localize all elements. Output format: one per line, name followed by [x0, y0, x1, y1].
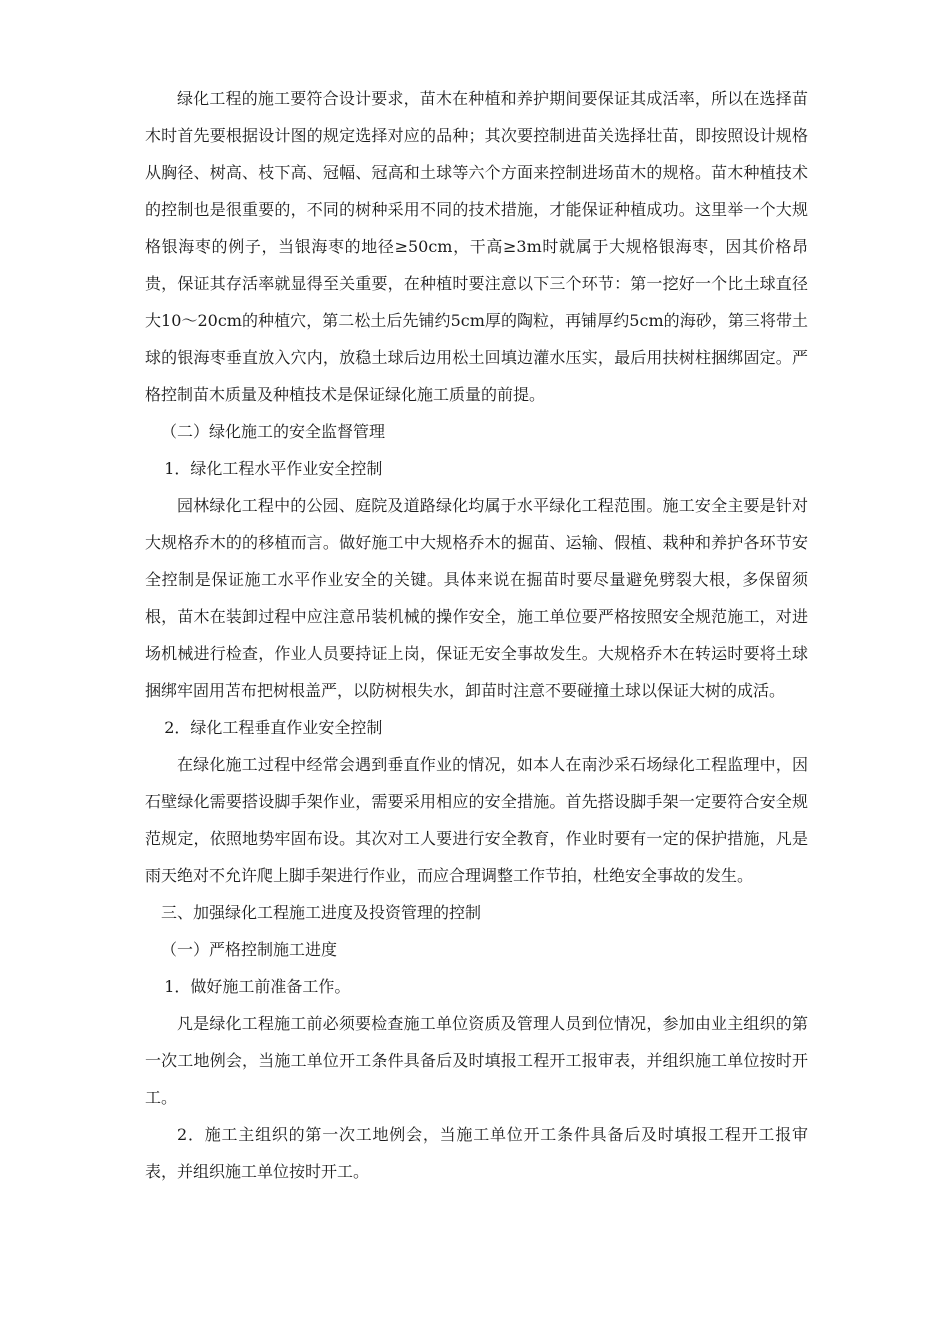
subheading-vertical-safety: 2．绿化工程垂直作业安全控制 [164, 718, 383, 737]
subheading-horizontal-safety: 1．绿化工程水平作业安全控制 [164, 459, 383, 478]
paragraph-horizontal-safety: 园林绿化工程中的公园、庭院及道路绿化均属于水平绿化工程范围。施工安全主要是针对大规格乔木的的移植而言。做好施工中大规格乔木的掘苗、运输、假植、栽种和养护各环节安全控制是保证施工水平作业安全的关键。具体来说在掘苗时要尽量避免劈裂大根，多保留须根，苗木在装卸过程中应注意吊装机械的操作安全，施工单位要严格按照安全规范施工，对进场机械进行检查，作业人员要持证上岗，保证无安全事故发生。大规格乔木在转运时要将土球捆绑牢固用苫布把树根盖严，以防树根失水，卸苗时注意不要碰撞土球以保证大树的成活。 [145, 496, 808, 700]
paragraph-vertical-safety: 在绿化施工过程中经常会遇到垂直作业的情况，如本人在南沙采石场绿化工程监理中，因石壁绿化需要搭设脚手架作业，需要采用相应的安全措施。首先搭设脚手架一定要符合安全规范规定，依照地势牢固布设。其次对工人要进行安全教育，作业时要有一定的保护措施，凡是雨天绝对不允许爬上脚手架进行作业，而应合理调整工作节拍，杜绝安全事故的发生。 [145, 755, 808, 885]
section-heading-safety-supervision: （二）绿化施工的安全监督管理 [161, 422, 386, 441]
subheading-preparation: 1．做好施工前准备工作。 [164, 977, 351, 996]
section-heading-progress-investment: 三、加强绿化工程施工进度及投资管理的控制 [161, 903, 482, 922]
paragraph-first-meeting: 2．施工主组织的第一次工地例会，当施工单位开工条件具备后及时填报工程开工报审表，并组织施工单位按时开工。 [145, 1125, 808, 1181]
section-heading-progress-control: （一）严格控制施工进度 [161, 940, 338, 959]
document-page [145, 80, 808, 1190]
paragraph-seedling-quality: 绿化工程的施工要符合设计要求，苗木在种植和养护期间要保证其成活率，所以在选择苗木时首先要根据设计图的规定选择对应的品种；其次要控制进苗关选择壮苗，即按照设计规格从胸径、树高、枝下高、冠幅、冠高和土球等六个方面来控制进场苗木的规格。苗木种植技术的控制也是很重要的，不同的树种采用不同的技术措施，才能保证种植成功。这里举一个大规格银海枣的例子，当银海枣的地径≥50cm，干高≥3m时就属于大规格银海枣，因其价格昂贵，保证其存活率就显得至关重要，在种植时要注意以下三个环节：第一挖好一个比土球直径大10～20cm的种植穴，第二松土后先铺约5cm厚的陶粒，再铺厚约5cm的海砂，第三将带土球的银海枣垂直放入穴内，放稳土球后边用松土回填边灌水压实，最后用扶树柱捆绑固定。严格控制苗木质量及种植技术是保证绿化施工质量的前提。 [145, 89, 808, 404]
paragraph-preparation: 凡是绿化工程施工前必须要检查施工单位资质及管理人员到位情况，参加由业主组织的第一次工地例会，当施工单位开工条件具备后及时填报工程开工报审表，并组织施工单位按时开工。 [145, 1014, 808, 1107]
